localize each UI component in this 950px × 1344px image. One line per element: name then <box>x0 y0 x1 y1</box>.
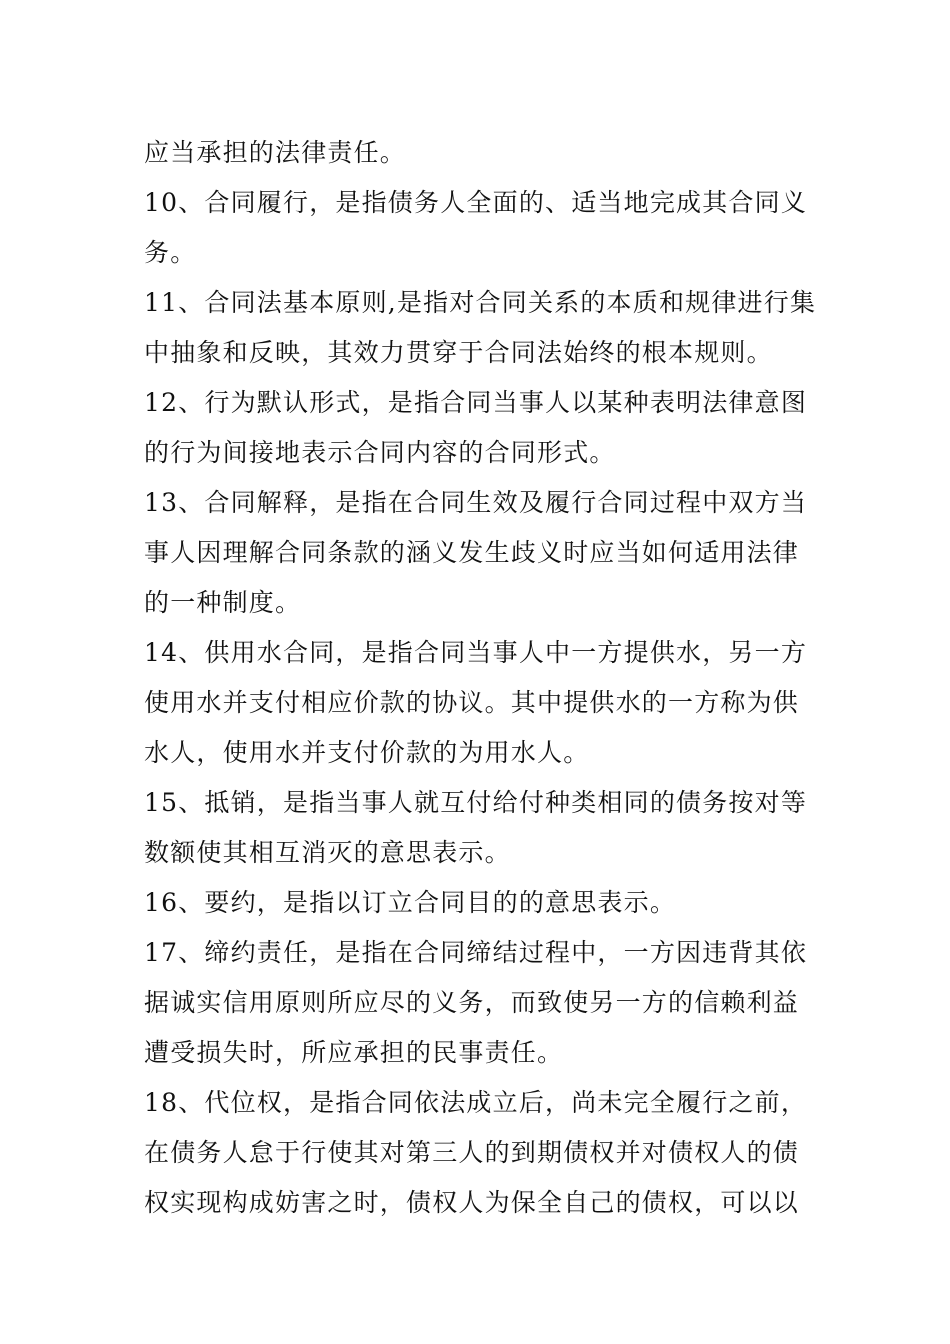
text-line: 18、代位权，是指合同依法成立后，尚未完全履行之前， <box>144 1088 808 1117</box>
text-line: 15、抵销，是指当事人就互付给付种类相同的债务按对等 <box>144 788 808 817</box>
text-line: 水人，使用水并支付价款的为用水人。 <box>144 738 590 767</box>
text-line: 遭受损失时，所应承担的民事责任。 <box>144 1038 564 1067</box>
text-line: 14、供用水合同，是指合同当事人中一方提供水，另一方 <box>144 638 808 667</box>
text-line: 务。 <box>144 238 197 267</box>
text-line: 权实现构成妨害之时，债权人为保全自己的债权，可以以 <box>144 1188 800 1217</box>
text-line: 使用水并支付相应价款的协议。其中提供水的一方称为供 <box>144 688 800 717</box>
text-line: 的一种制度。 <box>144 588 302 617</box>
text-line: 中抽象和反映，其效力贯穿于合同法始终的根本规则。 <box>144 338 773 367</box>
text-line: 12、行为默认形式，是指合同当事人以某种表明法律意图 <box>144 388 808 417</box>
text-line: 11、合同法基本原则,是指对合同关系的本质和规律进行集 <box>144 288 817 317</box>
text-line: 事人因理解合同条款的涵义发生歧义时应当如何适用法律 <box>144 538 800 567</box>
text-line: 据诚实信用原则所应尽的义务，而致使另一方的信赖利益 <box>144 988 800 1017</box>
text-line: 16、要约，是指以订立合同目的的意思表示。 <box>144 888 677 917</box>
text-line: 的行为间接地表示合同内容的合同形式。 <box>144 438 616 467</box>
text-line: 数额使其相互消灭的意思表示。 <box>144 838 511 867</box>
text-line: 10、合同履行，是指债务人全面的、适当地完成其合同义 <box>144 188 808 217</box>
text-line: 13、合同解释，是指在合同生效及履行合同过程中双方当 <box>144 488 808 517</box>
text-line: 应当承担的法律责任。 <box>144 138 407 167</box>
text-line: 17、缔约责任，是指在合同缔结过程中，一方因违背其依 <box>144 938 808 967</box>
document-body <box>144 128 817 1228</box>
text-line: 在债务人怠于行使其对第三人的到期债权并对债权人的债 <box>144 1138 800 1167</box>
